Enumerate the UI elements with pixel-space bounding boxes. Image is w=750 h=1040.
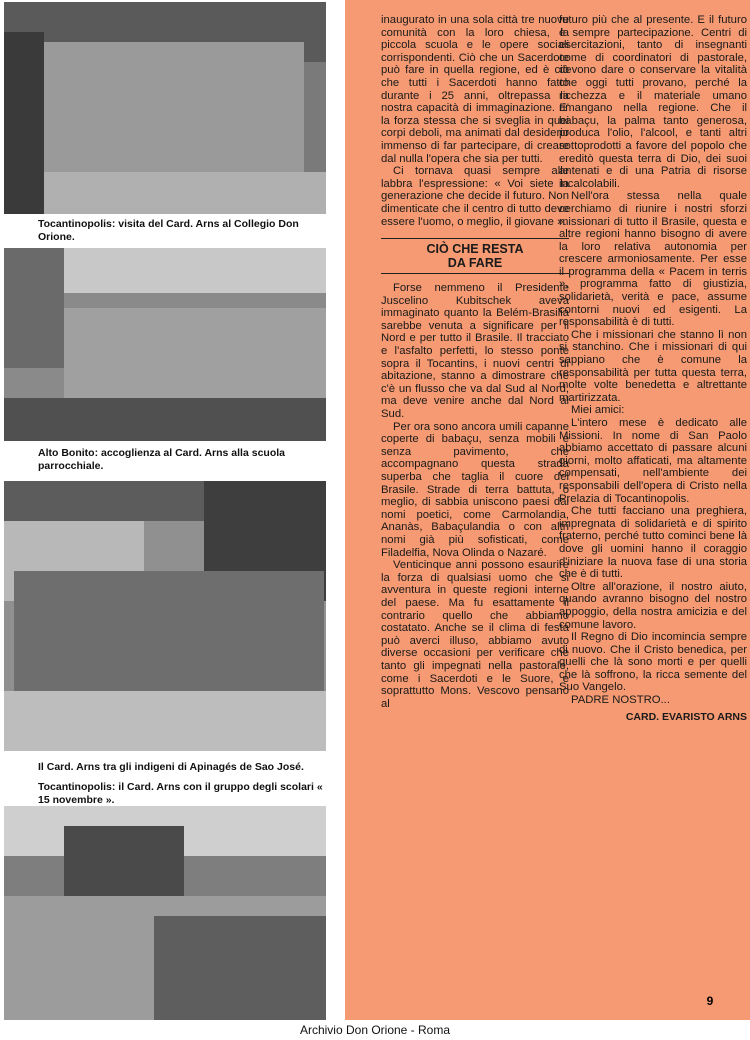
col2-paragraph-5: L'intero mese è dedicato alle Missioni. In nome di San Paolo abbiamo accettato di passare alcuni giorni, molto affaticati, ma altamente compensati, nell'ambiente dei responsabili dell'opera di Cristo nella Prelazia di Tocantinopolis. (559, 417, 747, 505)
article-column-1 (381, 14, 569, 710)
closing-prayer: PADRE NOSTRO... (571, 694, 670, 707)
photo-column (0, 0, 345, 1040)
section-heading-line-1: CIÒ CHE RESTA (426, 242, 524, 257)
page-number: 9 (706, 994, 714, 1008)
caption-4: Tocantinopolis: il Card. Arns con il gruppo degli scolari « 15 novembre ». (38, 781, 323, 806)
photo-apinages (4, 481, 326, 751)
article-panel (345, 0, 750, 1020)
article-column-2 (559, 14, 747, 723)
archive-footer: Archivio Don Orione - Roma (0, 1020, 750, 1040)
col2-paragraph-4: Miei amici: (571, 404, 625, 417)
col2-paragraph-3: Che i missionari che stanno lì non si stanchino. Che i missionari di qui sappiano che è comune la responsabilità per tutta questa terra, molte volte benedetta e altrettante martirizzata. (559, 328, 747, 404)
col1-paragraph-1: inaugurato in una sola città tre nuove comunità con la loro chiesa, la piccola scuola e le opere sociali corrispondenti. Ciò che un Sacerdote può fare in quella regione, ed è ciò che tutti i Sacerdoti hanno fatto durante i 25 anni, oltrepassa la nostra capacità di immaginazione. E' la forza stessa che si sveglia in quei corpi deboli, ma animati dal desiderio immenso di far partecipare, di creare dal nulla l'opera che sia per tutti. (381, 14, 569, 165)
caption-3: Il Card. Arns tra gli indigeni di Apinagés de Sao José. (38, 761, 304, 773)
caption-1: Tocantinopolis: visita del Card. Arns al Collegio Don Orione. (38, 218, 299, 243)
col2-paragraph-2: Nell'ora stessa nella quale cerchiamo di riunire i nostri sforzi missionari di tutto il Brasile, questa e altre regioni hanno bisogno di avere la loro relativa autonomia per crescere armoniosamente. Per esse il programma della « Pacem in terris », programma fatto di giustizia, solidarietà, verità e pace, assume contorni nuovi ed esigenti. La responsabilità è di tutti. (559, 190, 747, 329)
col1-paragraph-3: Forse nemmeno il Presidente Juscelino Kubitschek aveva immaginato quanto la Belém-Brasilia sarebbe venuta a significare per il Nord e per tutto il Brasile. Il tracciato e l'asfalto perfetti, lo stesso ponte sopra il Tocantins, i nuovi centri di abitazione, stanno a dimostrare che c'è un flusso che va dal Sud al Nord, ma deve venire anche dal Nord al Sud. (381, 282, 569, 421)
col2-paragraph-7: Oltre all'orazione, il nostro aiuto, quando avranno bisogno del nostro appoggio, della nostra amicizia e del comune lavoro. (559, 580, 747, 631)
signature: CARD. EVARISTO ARNS (625, 710, 747, 723)
col2-paragraph-1: futuro più che al presente. E il futuro è sempre partecipazione. Centri di esercitazioni, tanto di insegnanti come di coordinatori di pastorale, devono dare o conservare la vitalità che oggi tutti provano, perché la ricchezza e il materiale umano rimangano nella regione. Che il babaçu, la palma tanto generosa, produca l'olio, l'alcool, e tanti altri sottoprodotti a favore del popolo che ereditò questa terra di Dio, dei suoi antenati e di una Patria di risorse incalcolabili. (559, 14, 747, 190)
col1-paragraph-4: Per ora sono ancora umili capanne coperte di babaçu, senza mobili e senza pavimento, che accompagnano questa strada superba che taglia il cuore del Brasile. Strade di terra battuta, o meglio, di sabbia uniscono paesi dai nomi poetici, come Carmolandia, Ananàs, Babaçulandia o con altri nomi già più sofisticati, come Filadelfia, Nova Olinda o Nazaré. (381, 420, 569, 559)
photo-scolari (4, 806, 326, 1020)
caption-2: Alto Bonito: accoglienza al Card. Arns alla scuola parrocchiale. (38, 447, 285, 472)
section-heading-line-2: DA FARE (447, 256, 503, 271)
col2-paragraph-8: Il Regno di Dio incomincia sempre di nuovo. Che il Cristo benedica, per quelli che là sono morti e per quelli che là soffrono, la ricca semente del Suo Vangelo. (559, 631, 747, 694)
col1-paragraph-2: Ci tornava quasi sempre alle labbra l'espressione: « Voi siete la generazione che decide il futuro. Non dimenticate che il centro di tutto deve essere l'uomo, o meglio, il giovane ». (381, 165, 569, 228)
photo-alto-bonito (4, 248, 326, 441)
col1-paragraph-5: Venticinque anni possono esaurire la forza di qualsiasi uomo che si avventura in queste regioni interne del paese. Ma fu esattamente il contrario quello che abbiamo costatato. Anche se il clima di festa può averci illuso, abbiamo avuto diverse occasioni per verificare che tanto gli impegnati nella pastorale, come i Sacerdoti e le Suore, e soprattutto Mons. Vescovo pensano al (381, 559, 569, 710)
col2-paragraph-6: Che tutti facciano una preghiera, impregnata di solidarietà e di spirito fraterno, perché tutto cominci bene là dove gli uomini hanno il coraggio d'iniziare la nuova fase di una storia che è di tutti. (559, 505, 747, 581)
section-heading (381, 238, 569, 274)
photo-collegio-don-orione (4, 2, 326, 214)
